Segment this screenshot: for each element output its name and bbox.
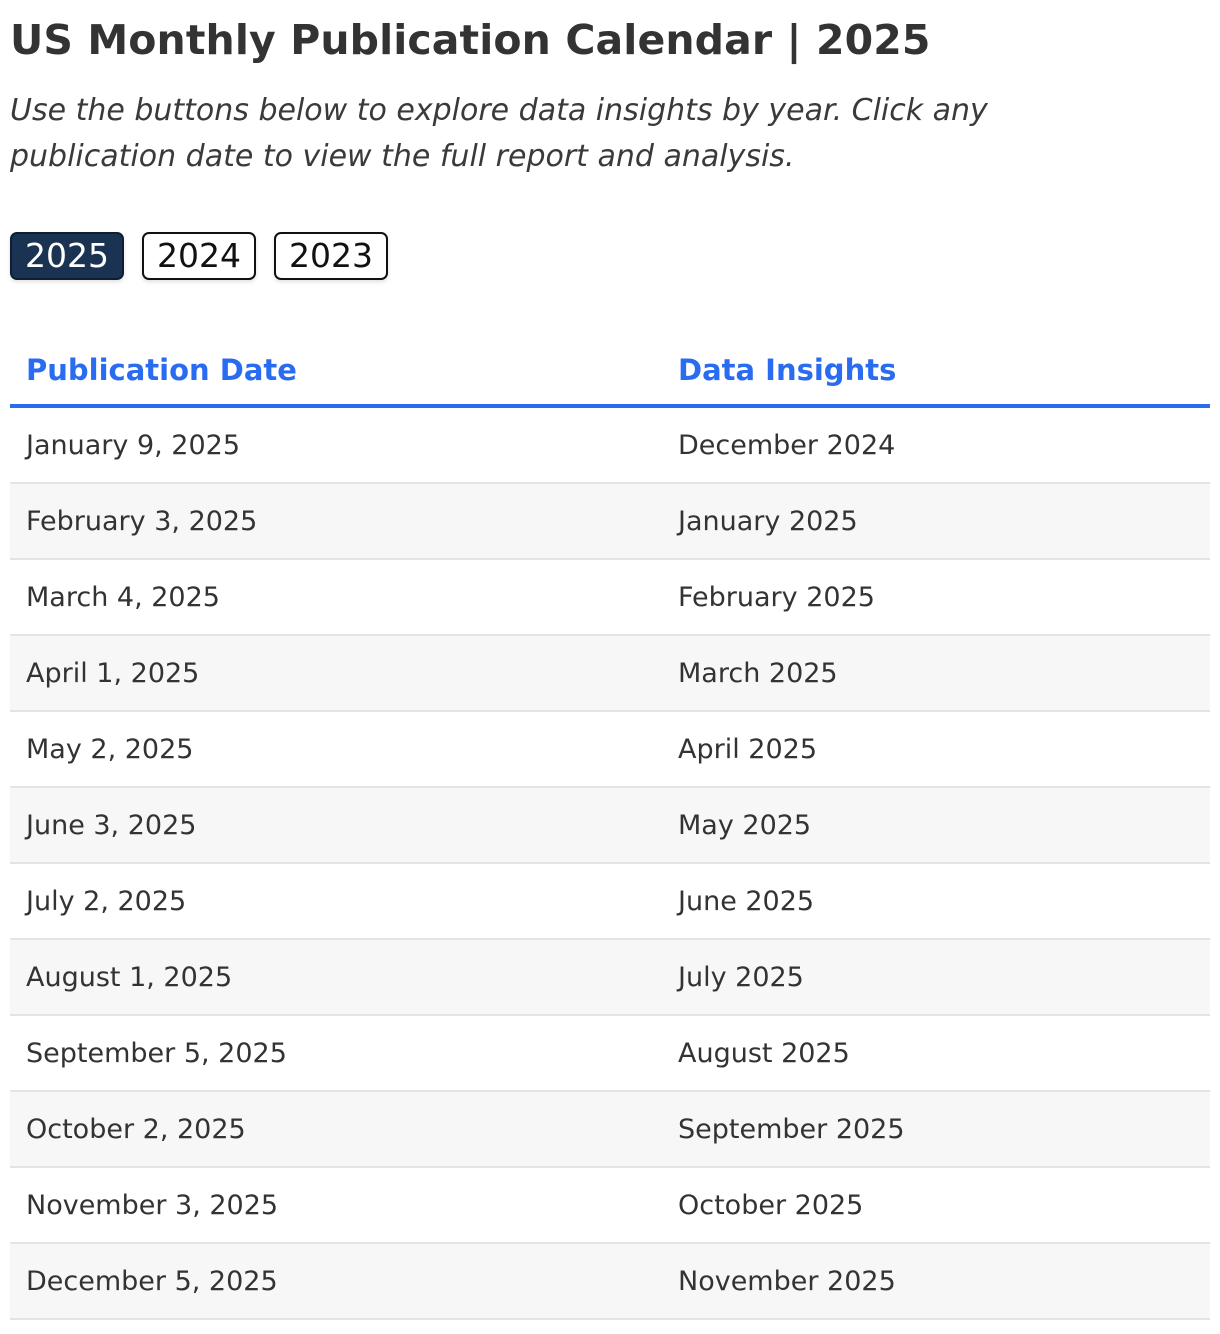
data-insights-cell: July 2025 bbox=[678, 961, 804, 993]
page-subtitle: Use the buttons below to explore data insights by year. Click any publication date to view the full report and analysis. bbox=[10, 93, 988, 174]
data-insights-cell: September 2025 bbox=[678, 1113, 905, 1145]
page-content bbox=[10, 0, 1210, 180]
table-row[interactable] bbox=[10, 940, 1210, 1016]
publication-date-cell[interactable]: January 9, 2025 bbox=[26, 429, 240, 461]
publication-date-cell[interactable]: September 5, 2025 bbox=[26, 1037, 287, 1069]
data-insights-cell: May 2025 bbox=[678, 809, 812, 841]
table-row[interactable] bbox=[10, 1016, 1210, 1092]
data-insights-cell: October 2025 bbox=[678, 1189, 864, 1221]
page-title: US Monthly Publication Calendar | 2025 bbox=[10, 16, 931, 64]
table-row[interactable] bbox=[10, 1244, 1210, 1320]
table-row[interactable] bbox=[10, 1168, 1210, 1244]
column-header-data-insights: Data Insights bbox=[678, 353, 897, 387]
table-row[interactable] bbox=[10, 636, 1210, 712]
table-row[interactable] bbox=[10, 1092, 1210, 1168]
publication-date-cell[interactable]: March 4, 2025 bbox=[26, 581, 220, 613]
publication-date-cell[interactable]: June 3, 2025 bbox=[26, 809, 197, 841]
data-insights-cell: June 2025 bbox=[678, 885, 815, 917]
column-header-publication-date: Publication Date bbox=[26, 353, 297, 387]
year-button-2025[interactable]: 2025 bbox=[10, 232, 124, 280]
publication-date-cell[interactable]: April 1, 2025 bbox=[26, 657, 200, 689]
table-body bbox=[10, 408, 1210, 1320]
publication-date-cell[interactable]: February 3, 2025 bbox=[26, 505, 258, 537]
publication-table bbox=[10, 336, 1210, 1320]
table-row[interactable] bbox=[10, 712, 1210, 788]
table-header bbox=[10, 336, 1210, 408]
publication-date-cell[interactable]: October 2, 2025 bbox=[26, 1113, 246, 1145]
publication-date-cell[interactable]: August 1, 2025 bbox=[26, 961, 233, 993]
data-insights-cell: January 2025 bbox=[678, 505, 858, 537]
publication-date-cell[interactable]: November 3, 2025 bbox=[26, 1189, 279, 1221]
year-button-2023[interactable]: 2023 bbox=[274, 232, 388, 280]
table-row[interactable] bbox=[10, 864, 1210, 940]
publication-date-cell[interactable]: July 2, 2025 bbox=[26, 885, 187, 917]
table-row[interactable] bbox=[10, 560, 1210, 636]
publication-date-cell[interactable]: December 5, 2025 bbox=[26, 1265, 278, 1297]
table-row[interactable] bbox=[10, 484, 1210, 560]
table-row[interactable] bbox=[10, 408, 1210, 484]
data-insights-cell: April 2025 bbox=[678, 733, 818, 765]
publication-date-cell[interactable]: May 2, 2025 bbox=[26, 733, 194, 765]
year-button-2024[interactable]: 2024 bbox=[142, 232, 256, 280]
year-selector bbox=[10, 232, 388, 280]
data-insights-cell: August 2025 bbox=[678, 1037, 850, 1069]
table-row[interactable] bbox=[10, 788, 1210, 864]
data-insights-cell: November 2025 bbox=[678, 1265, 896, 1297]
data-insights-cell: December 2024 bbox=[678, 429, 896, 461]
data-insights-cell: February 2025 bbox=[678, 581, 875, 613]
data-insights-cell: March 2025 bbox=[678, 657, 838, 689]
